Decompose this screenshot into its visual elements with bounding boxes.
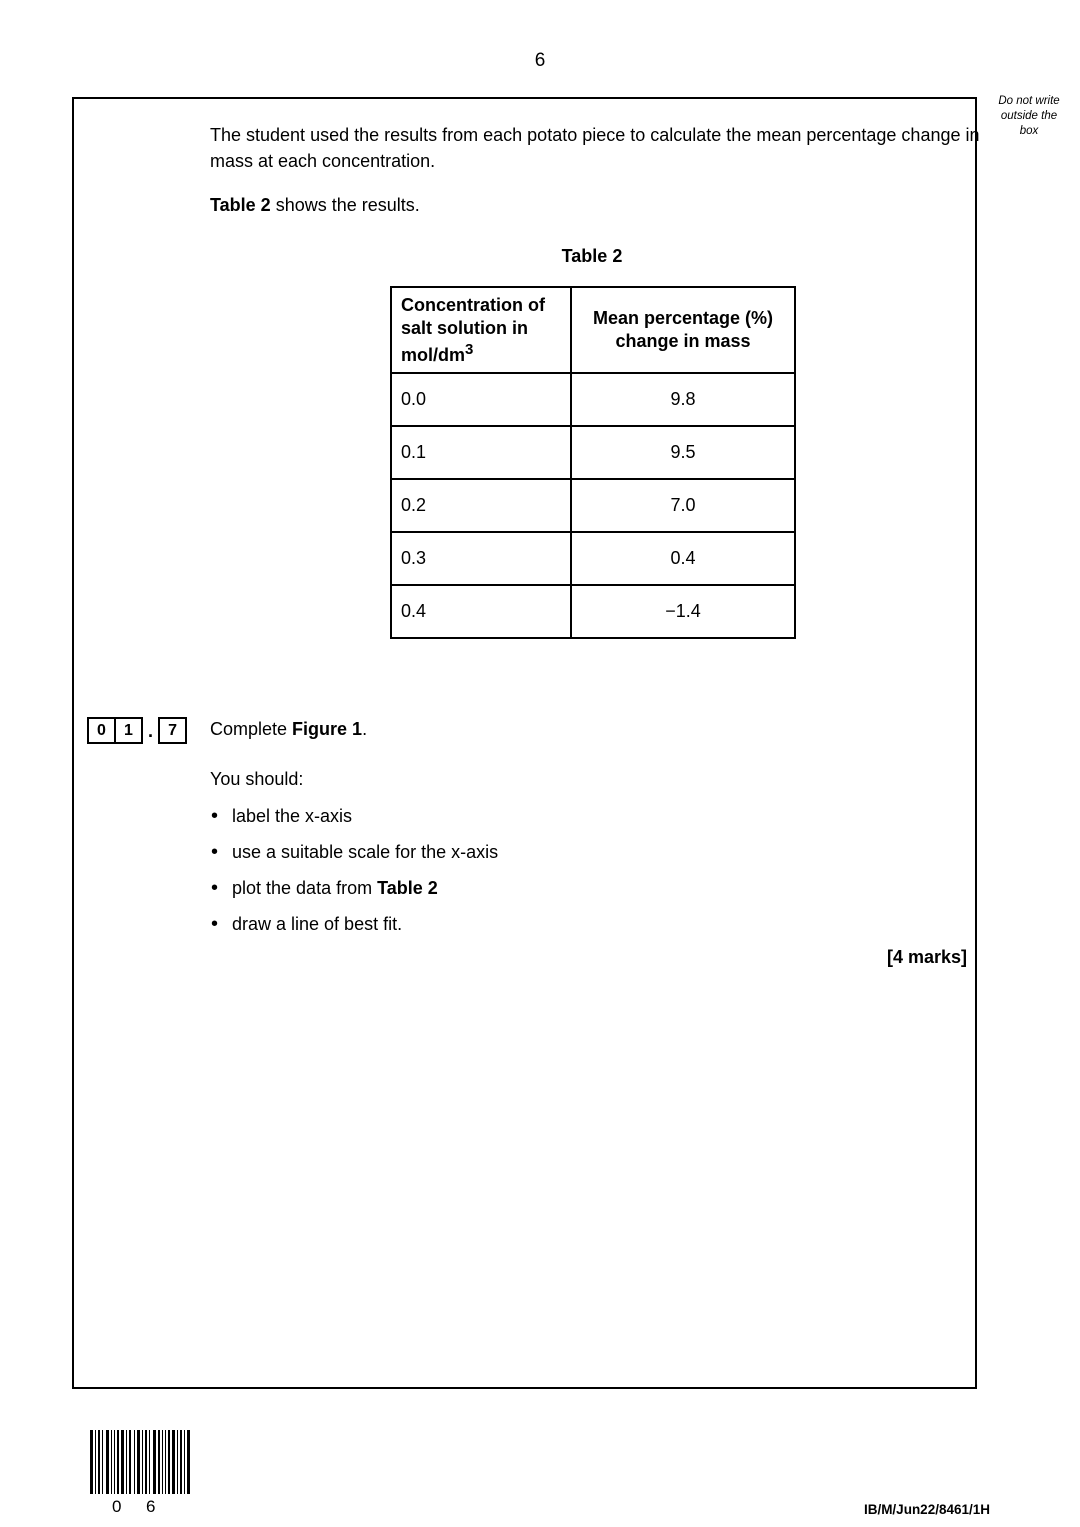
question-digit-box: 7: [158, 717, 187, 744]
do-not-write-line: outside the: [1000, 110, 1058, 123]
intro-paragraph: The student used the results from each potato piece to calculate the mean percentage change in mass at each concentration.: [210, 125, 980, 171]
concentration-cell: 0.3: [391, 532, 571, 585]
results-table: [390, 286, 796, 640]
table-row: [391, 426, 795, 479]
concentration-cell: 0.2: [391, 479, 571, 532]
concentration-cell: 0.1: [391, 426, 571, 479]
table-row: [391, 479, 795, 532]
bullet-item: • plot the data from Table 2: [210, 875, 975, 901]
question-line: [74, 717, 975, 745]
figure-reference-bold: Figure 1: [292, 719, 363, 739]
results-table-section: [390, 246, 794, 640]
do-not-write-note: [986, 94, 1072, 140]
bullet-item: • label the x-axis: [210, 803, 975, 829]
barcode-digit: 6: [146, 1497, 156, 1516]
table-reference-line: [210, 195, 975, 216]
concentration-cell: 0.0: [391, 373, 571, 426]
mean-change-cell: 9.5: [571, 426, 795, 479]
marks-label: [4 marks]: [886, 947, 967, 967]
do-not-write-line: box: [1019, 125, 1039, 138]
barcode-bars: [90, 1430, 192, 1496]
footer-reference: IB/M/Jun22/8461/1H: [863, 1502, 990, 1517]
table-header-mean-change: Mean percentage (%) change in mass: [571, 287, 795, 374]
table-header-concentration: Concentration of salt solution in mol/$dm^3$: [391, 287, 571, 374]
table-row: [391, 585, 795, 638]
table-reference-rest: shows the results.: [270, 194, 420, 215]
mean-change-cell: −1.4: [571, 585, 795, 638]
barcode: [90, 1430, 192, 1501]
question-0-1-7: [74, 717, 975, 968]
question-number-separator: .: [148, 721, 154, 741]
table-header-row: [391, 287, 795, 374]
question-prompt: Complete Figure 1.: [210, 719, 368, 739]
table-reference-bold: Table 2: [210, 194, 271, 215]
question-number-boxes: [87, 717, 187, 744]
table-row: [391, 373, 795, 426]
table-row: [391, 532, 795, 585]
page-number: 6: [534, 50, 546, 71]
superscript-3: 3: [465, 340, 474, 358]
mean-change-cell: 0.4: [571, 532, 795, 585]
mean-change-cell: 7.0: [571, 479, 795, 532]
question-content-box: [72, 97, 980, 1389]
you-should-text: You should:: [210, 769, 304, 789]
bullet-list: [210, 803, 975, 937]
question-digit-box: 0: [87, 717, 116, 744]
question-digit-box: 1: [114, 717, 143, 744]
mean-change-cell: 9.8: [571, 373, 795, 426]
bullet-item: • use a suitable scale for the x-axis: [210, 839, 975, 865]
do-not-write-line: Do not write: [998, 95, 1060, 107]
bullet-item: • draw a line of best fit.: [210, 911, 975, 937]
concentration-cell: 0.4: [391, 585, 571, 638]
table-title: Table 2: [561, 245, 623, 266]
barcode-digit: 0: [112, 1497, 122, 1516]
